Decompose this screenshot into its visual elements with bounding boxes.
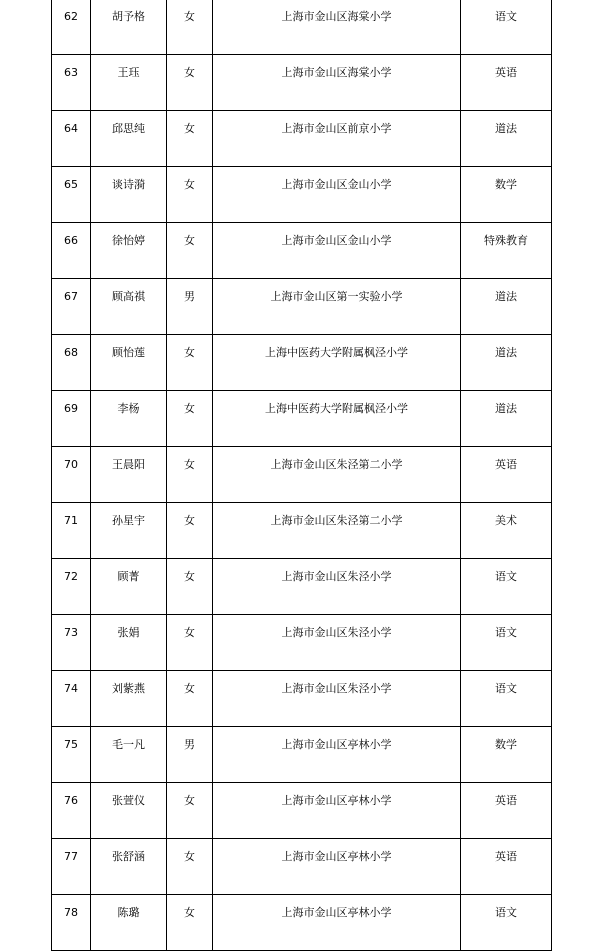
- cell-number: 71: [52, 503, 91, 559]
- cell-school: 上海市金山区海棠小学: [213, 0, 461, 55]
- cell-name: 谈诗漪: [91, 167, 167, 223]
- cell-name: 毛一凡: [91, 727, 167, 783]
- cell-subject: 语文: [461, 559, 552, 615]
- cell-subject: 语文: [461, 0, 552, 55]
- cell-subject: 道法: [461, 335, 552, 391]
- cell-gender: 女: [167, 335, 213, 391]
- cell-subject: 道法: [461, 111, 552, 167]
- table-row: [52, 839, 552, 895]
- table-row: [52, 671, 552, 727]
- cell-school: 上海市金山区金山小学: [213, 223, 461, 279]
- cell-name: 邱思纯: [91, 111, 167, 167]
- cell-school: 上海市金山区朱泾小学: [213, 559, 461, 615]
- cell-name: 徐怡婷: [91, 223, 167, 279]
- cell-gender: 女: [167, 559, 213, 615]
- cell-gender: 女: [167, 111, 213, 167]
- cell-number: 68: [52, 335, 91, 391]
- cell-name: 王晨阳: [91, 447, 167, 503]
- cell-school: 上海市金山区金山小学: [213, 167, 461, 223]
- cell-subject: 语文: [461, 895, 552, 951]
- cell-subject: 英语: [461, 55, 552, 111]
- cell-number: 74: [52, 671, 91, 727]
- cell-name: 刘紫燕: [91, 671, 167, 727]
- cell-gender: 女: [167, 895, 213, 951]
- cell-number: 69: [52, 391, 91, 447]
- cell-gender: 女: [167, 615, 213, 671]
- table-row: [52, 0, 552, 55]
- cell-name: 李杨: [91, 391, 167, 447]
- table-row: [52, 783, 552, 839]
- table-row: [52, 615, 552, 671]
- cell-number: 66: [52, 223, 91, 279]
- cell-name: 陈璐: [91, 895, 167, 951]
- cell-subject: 语文: [461, 615, 552, 671]
- cell-name: 胡予格: [91, 0, 167, 55]
- table-row: [52, 391, 552, 447]
- cell-gender: 女: [167, 503, 213, 559]
- cell-number: 78: [52, 895, 91, 951]
- cell-number: 62: [52, 0, 91, 55]
- cell-name: 孙星宇: [91, 503, 167, 559]
- cell-school: 上海中医药大学附属枫泾小学: [213, 335, 461, 391]
- cell-gender: 女: [167, 0, 213, 55]
- cell-gender: 女: [167, 223, 213, 279]
- table-row: [52, 167, 552, 223]
- cell-gender: 女: [167, 55, 213, 111]
- table-row: [52, 335, 552, 391]
- cell-name: 顾菁: [91, 559, 167, 615]
- cell-school: 上海市金山区前京小学: [213, 111, 461, 167]
- cell-name: 张娟: [91, 615, 167, 671]
- cell-number: 77: [52, 839, 91, 895]
- table-row: [52, 447, 552, 503]
- table-row: [52, 279, 552, 335]
- cell-school: 上海市金山区朱泾第二小学: [213, 503, 461, 559]
- cell-gender: 女: [167, 391, 213, 447]
- cell-subject: 语文: [461, 671, 552, 727]
- cell-subject: 特殊教育: [461, 223, 552, 279]
- table-row: [52, 559, 552, 615]
- cell-gender: 女: [167, 783, 213, 839]
- table-row: [52, 727, 552, 783]
- cell-gender: 女: [167, 167, 213, 223]
- cell-school: 上海市金山区亭林小学: [213, 895, 461, 951]
- cell-number: 67: [52, 279, 91, 335]
- cell-gender: 女: [167, 671, 213, 727]
- cell-name: 王珏: [91, 55, 167, 111]
- cell-name: 张舒涵: [91, 839, 167, 895]
- table-body: [52, 0, 552, 951]
- cell-school: 上海市金山区朱泾第二小学: [213, 447, 461, 503]
- cell-number: 75: [52, 727, 91, 783]
- cell-number: 70: [52, 447, 91, 503]
- cell-number: 72: [52, 559, 91, 615]
- cell-subject: 英语: [461, 783, 552, 839]
- cell-school: 上海市金山区亭林小学: [213, 839, 461, 895]
- cell-school: 上海市金山区朱泾小学: [213, 671, 461, 727]
- cell-subject: 数学: [461, 167, 552, 223]
- cell-subject: 道法: [461, 279, 552, 335]
- cell-name: 张萱仪: [91, 783, 167, 839]
- cell-name: 顾高祺: [91, 279, 167, 335]
- cell-name: 顾怡莲: [91, 335, 167, 391]
- cell-number: 65: [52, 167, 91, 223]
- cell-gender: 男: [167, 279, 213, 335]
- teacher-roster-table: [51, 0, 552, 951]
- cell-subject: 道法: [461, 391, 552, 447]
- cell-subject: 美术: [461, 503, 552, 559]
- cell-school: 上海中医药大学附属枫泾小学: [213, 391, 461, 447]
- cell-gender: 女: [167, 839, 213, 895]
- cell-number: 64: [52, 111, 91, 167]
- table-row: [52, 55, 552, 111]
- cell-subject: 英语: [461, 839, 552, 895]
- cell-subject: 英语: [461, 447, 552, 503]
- cell-school: 上海市金山区海棠小学: [213, 55, 461, 111]
- cell-gender: 男: [167, 727, 213, 783]
- cell-number: 63: [52, 55, 91, 111]
- table-row: [52, 223, 552, 279]
- table-row: [52, 895, 552, 951]
- cell-gender: 女: [167, 447, 213, 503]
- cell-school: 上海市金山区亭林小学: [213, 727, 461, 783]
- cell-school: 上海市金山区亭林小学: [213, 783, 461, 839]
- cell-number: 73: [52, 615, 91, 671]
- cell-school: 上海市金山区第一实验小学: [213, 279, 461, 335]
- table-row: [52, 111, 552, 167]
- table-row: [52, 503, 552, 559]
- cell-school: 上海市金山区朱泾小学: [213, 615, 461, 671]
- cell-number: 76: [52, 783, 91, 839]
- cell-subject: 数学: [461, 727, 552, 783]
